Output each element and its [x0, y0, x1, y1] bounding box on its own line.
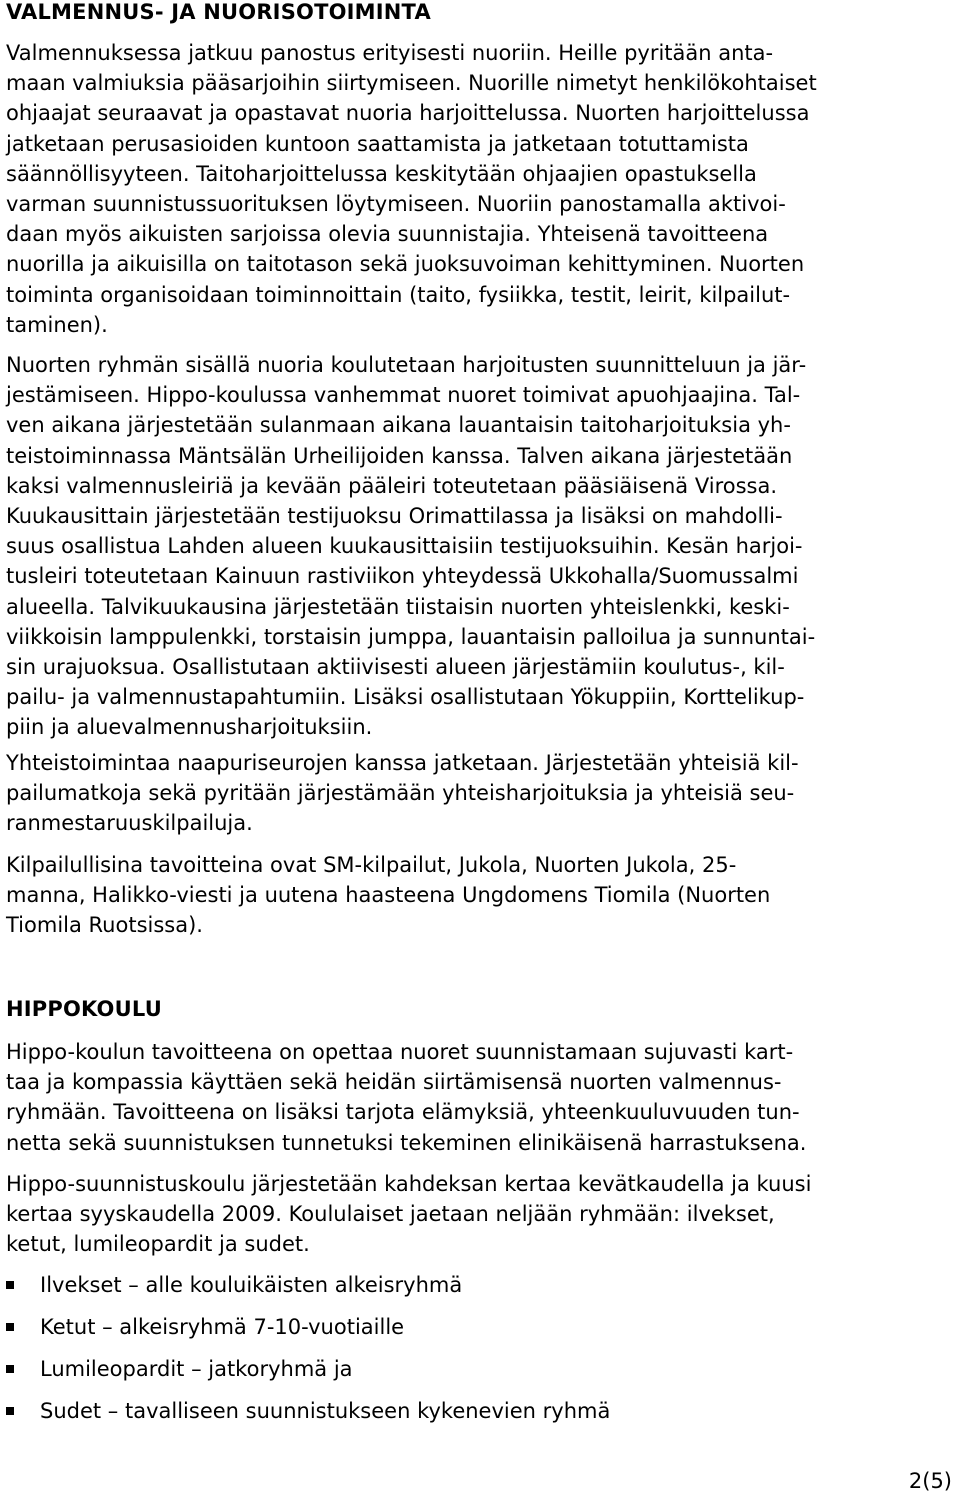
text-line: ryhmään. Tavoitteena on lisäksi tarjota elämyksiä, yhteenkuuluvuuden tun-: [6, 1100, 800, 1125]
text-line: pailumatkoja sekä pyritään järjestämään yhteisharjoituksia ja yhteisiä seu-: [6, 781, 795, 806]
text-line: maan valmiuksia pääsarjoihin siirtymiseen. Nuorille nimetyt henkilökohtaiset: [6, 71, 817, 96]
text-line: varman suunnistussuorituksen löytymiseen. Nuoriin panostamalla aktivoi-: [6, 192, 786, 217]
text-line: nuorilla ja aikuisilla on taitotason sekä juoksuvoiman kehittyminen. Nuorten: [6, 252, 805, 277]
text-line: sin urajuoksua. Osallistutaan aktiivisesti alueen järjestämiin koulutus-, kil-: [6, 655, 785, 680]
page-number: 2(5): [908, 1469, 952, 1493]
text-line: netta sekä suunnistuksen tunnetuksi tekeminen elinikäisenä harrastuksena.: [6, 1130, 807, 1155]
text-line: ohjaajat seuraavat ja opastavat nuoria harjoittelussa. Nuorten harjoittelussa: [6, 101, 810, 126]
text-line: alueella. Talvikuukausina järjestetään tiistaisin nuorten yhteislenkki, keski-: [6, 594, 790, 619]
text-line: taa ja kompassia käyttäen sekä heidän siirtämisensä nuorten valmennus-: [6, 1070, 782, 1095]
text-line: kaksi valmennusleiriä ja kevään pääleiri toteutetaan pääsiäisenä Virossa.: [6, 473, 778, 498]
list-item: [6, 1354, 610, 1396]
square-bullet-icon: [6, 1323, 14, 1331]
text-line: ven aikana järjestetään sulanmaan aikana lauantaisin taitoharjoituksia yh-: [6, 413, 791, 438]
text-line: suus osallistua Lahden alueen kuukausittaisiin testijuoksuihin. Kesän harjoi-: [6, 534, 803, 559]
text-line: Kilpailullisina tavoitteina ovat SM-kilpailut, Jukola, Nuorten Jukola, 25-: [6, 853, 737, 877]
text-line: kertaa syyskaudella 2009. Koululaiset jaetaan neljään ryhmään: ilvekset,: [6, 1202, 775, 1227]
list-item-text: Ketut – alkeisryhmä 7-10-vuotiaille: [40, 1315, 405, 1339]
group-list: [6, 1270, 610, 1438]
text-line: Kuukausittain järjestetään testijuoksu Orimattilassa ja lisäksi on mahdolli-: [6, 504, 783, 529]
square-bullet-icon: [6, 1365, 14, 1373]
text-line: taminen).: [6, 312, 108, 337]
text-line: Tiomila Ruotsissa).: [6, 913, 203, 938]
text-line: säännöllisyyteen. Taitoharjoittelussa keskitytään ohjaajien opastuksella: [6, 161, 757, 186]
section-heading-valmennus: VALMENNUS- JA NUORISOTOIMINTA: [6, 0, 431, 24]
list-item-text: Lumileopardit – jatkoryhmä ja: [40, 1357, 353, 1381]
text-line: daan myös aikuisten sarjoissa olevia suunnistajia. Yhteisenä tavoitteena: [6, 222, 769, 247]
text-line: tusleiri toteutetaan Kainuun rastiviikon yhteydessä Ukkohalla/Suomussalmi: [6, 564, 799, 589]
text-line: manna, Halikko-viesti ja uutena haasteena Ungdomens Tiomila (Nuorten: [6, 883, 771, 908]
list-item: [6, 1312, 610, 1354]
text-line: jatketaan perusasioiden kuntoon saattamista ja jatketaan totuttamista: [6, 131, 749, 156]
paragraph-yhteistoiminta: [6, 748, 946, 839]
text-line: pailu- ja valmennustapahtumiin. Lisäksi osallistutaan Yökuppiin, Korttelikup-: [6, 685, 805, 710]
square-bullet-icon: [6, 1281, 14, 1289]
section-heading-hippokoulu: HIPPOKOULU: [6, 997, 162, 1021]
paragraph-hippokoulu-tavoite: [6, 1037, 946, 1158]
text-line: viikkoisin lamppulenkki, torstaisin jumppa, lauantaisin palloilua ja sunnuntai-: [6, 624, 816, 649]
list-item: [6, 1396, 610, 1438]
text-line: ranmestaruuskilpailuja.: [6, 811, 253, 836]
text-line: teistoiminnassa Mäntsälän Urheilijoiden kanssa. Talven aikana järjestetään: [6, 443, 793, 468]
text-line: jestämiseen. Hippo-koulussa vanhemmat nuoret toimivat apuohjaajina. Tal-: [6, 383, 801, 408]
text-line: Valmennuksessa jatkuu panostus erityisesti nuoriin. Heille pyritään anta-: [6, 41, 774, 65]
text-line: piin ja aluevalmennusharjoituksiin.: [6, 715, 373, 740]
paragraph-valmennus-intro: [6, 38, 946, 340]
text-line: Yhteistoimintaa naapuriseurojen kanssa jatketaan. Järjestetään yhteisiä kil-: [6, 751, 799, 775]
list-item-text: Ilvekset – alle kouluikäisten alkeisryhmä: [40, 1273, 463, 1297]
text-line: Hippo-koulun tavoitteena on opettaa nuoret suunnistamaan sujuvasti kart-: [6, 1040, 794, 1064]
paragraph-hippo-suunnistuskoulu: [6, 1169, 946, 1260]
text-line: toiminta organisoidaan toiminnoittain (taito, fysiikka, testit, leirit, kilpailut-: [6, 282, 791, 307]
paragraph-kilpailulliset-tavoitteet: [6, 850, 946, 941]
text-line: Hippo-suunnistuskoulu järjestetään kahdeksan kertaa kevätkaudella ja kuusi: [6, 1172, 812, 1196]
square-bullet-icon: [6, 1407, 14, 1415]
list-item-text: Sudet – tavalliseen suunnistukseen kykenevien ryhmä: [40, 1399, 611, 1423]
text-line: Nuorten ryhmän sisällä nuoria koulutetaan harjoitusten suunnitteluun ja jär-: [6, 353, 807, 377]
text-line: ketut, lumileopardit ja sudet.: [6, 1232, 310, 1257]
paragraph-nuorten-ryhma: [6, 350, 946, 743]
list-item: [6, 1270, 610, 1312]
